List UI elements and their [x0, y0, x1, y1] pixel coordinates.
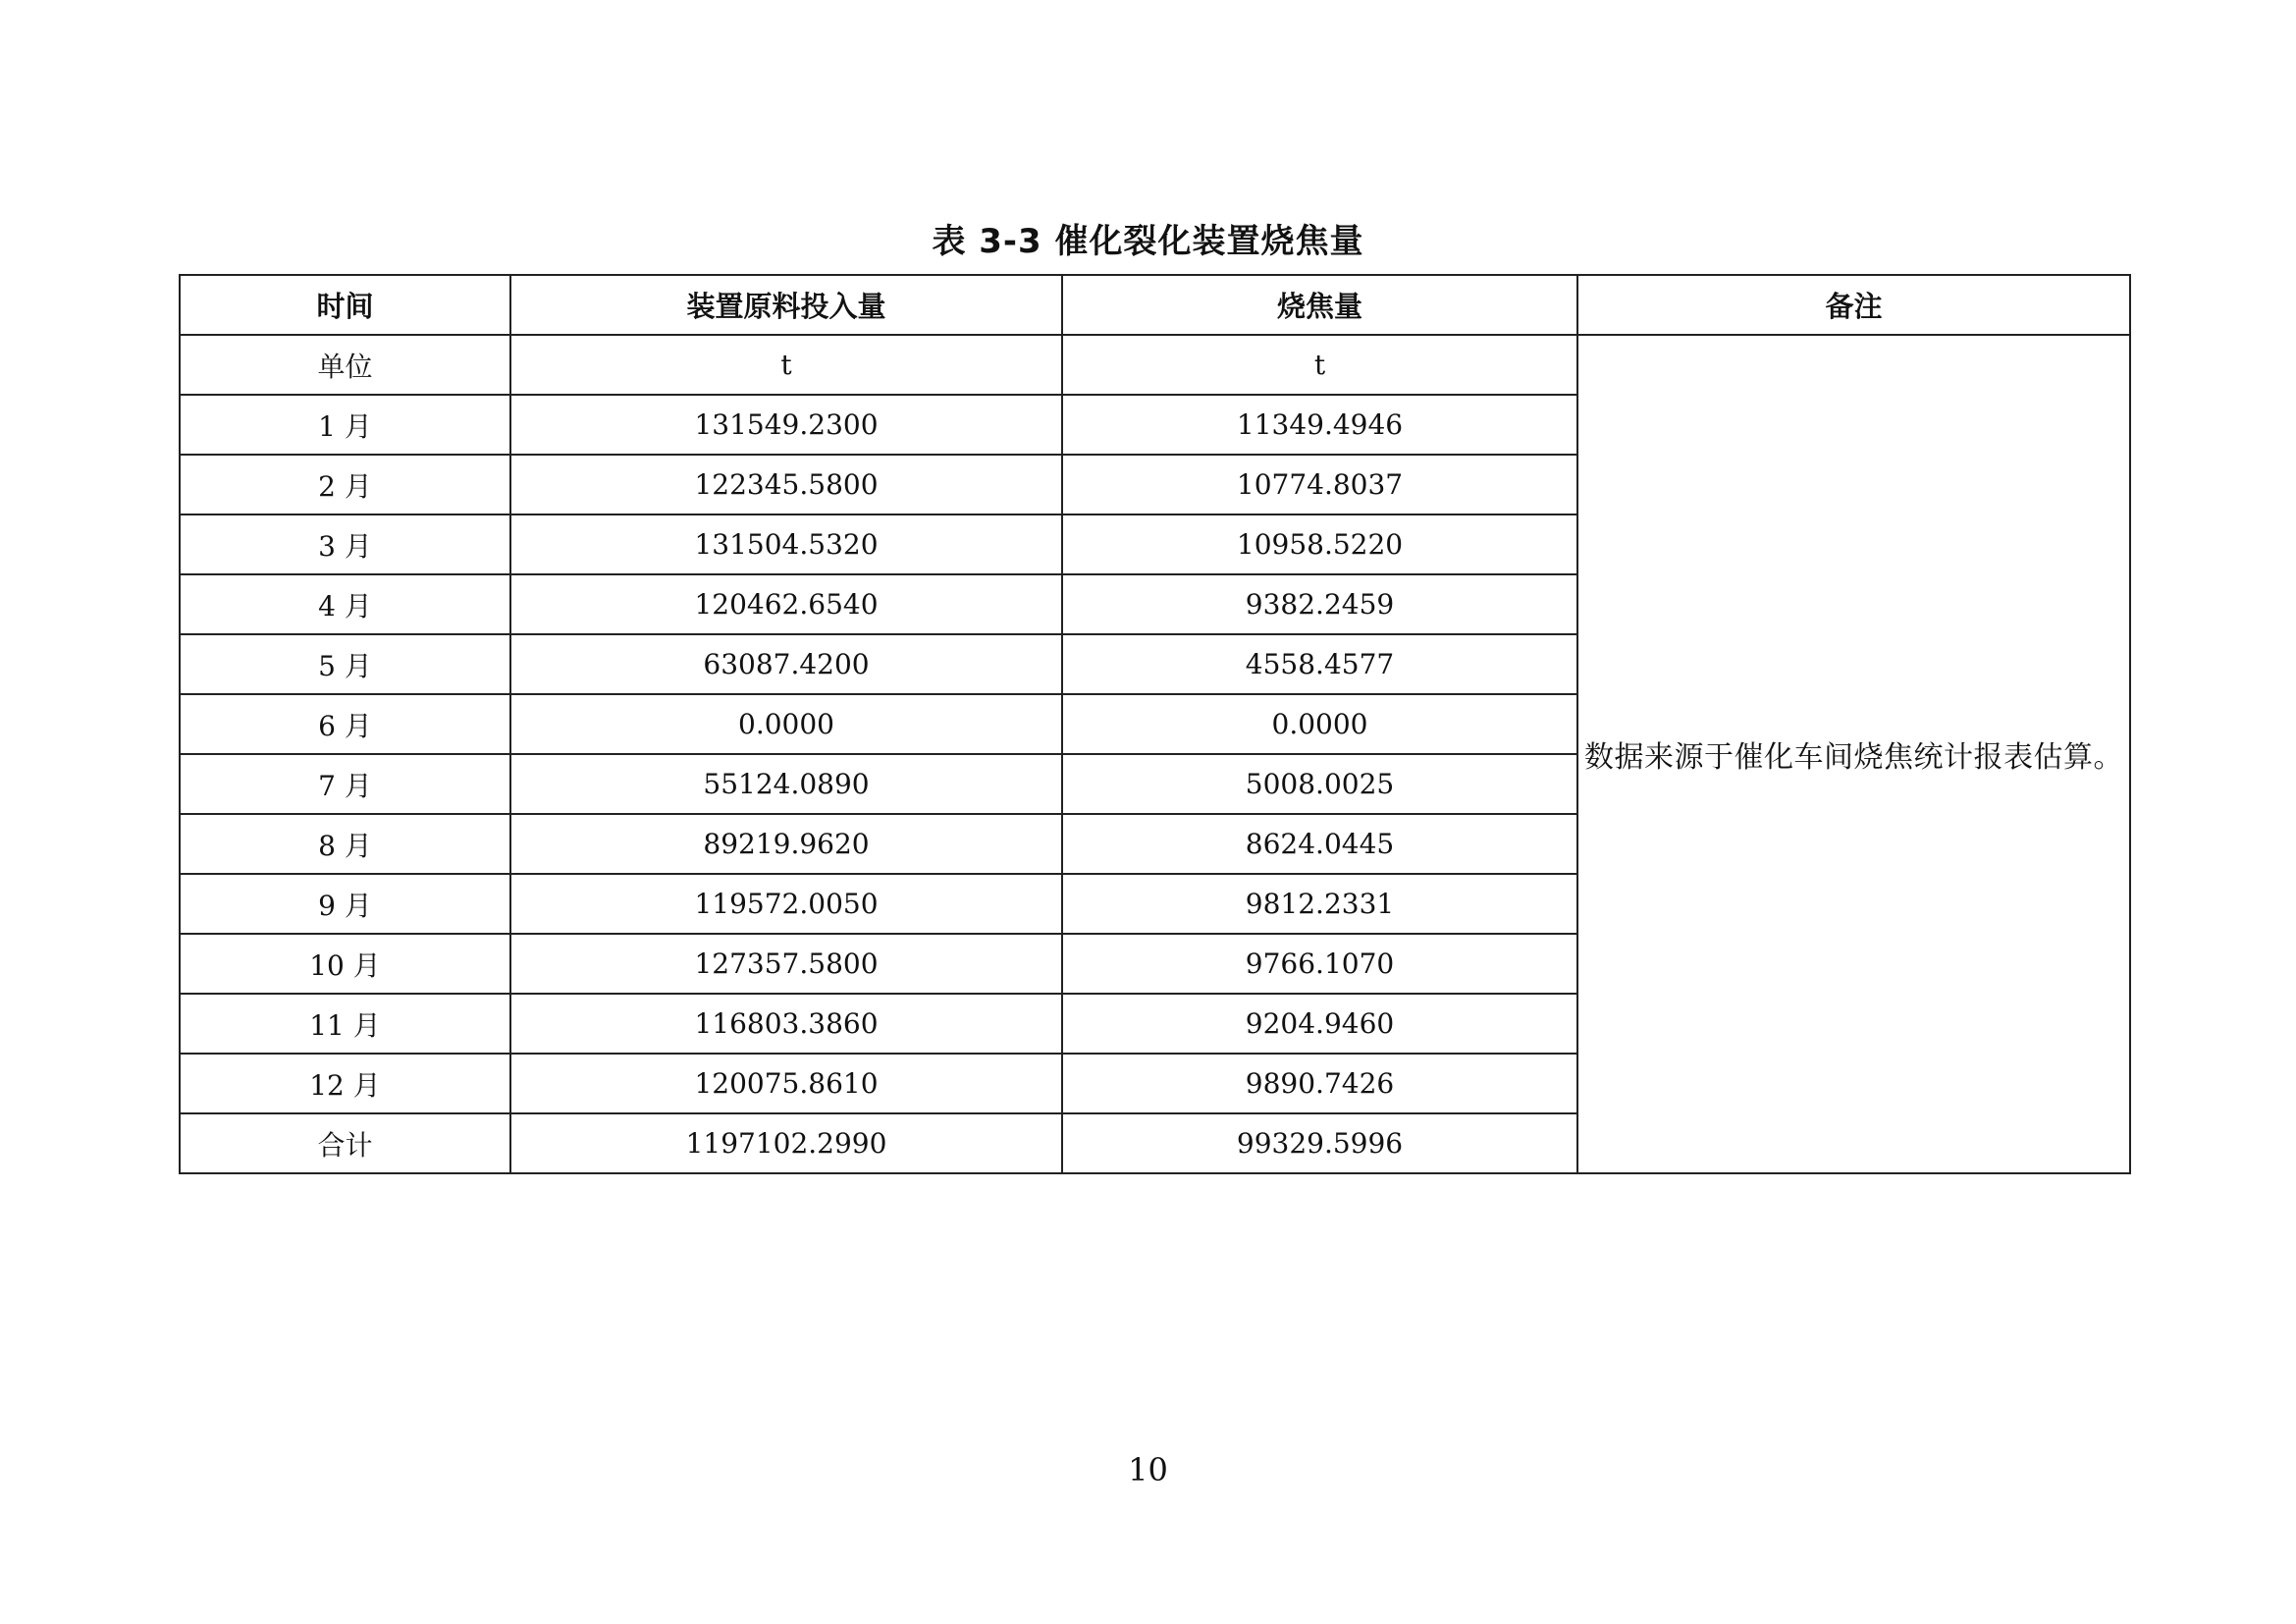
- month-cell: 12 月: [180, 1054, 510, 1113]
- coke-cell: 11349.4946: [1062, 395, 1577, 455]
- feed-cell: 119572.0050: [510, 874, 1062, 934]
- month-cell: 10 月: [180, 934, 510, 994]
- coke-cell: 0.0000: [1062, 694, 1577, 754]
- coke-cell: 99329.5996: [1062, 1113, 1577, 1173]
- feed-cell: 63087.4200: [510, 634, 1062, 694]
- month-cell: 5 月: [180, 634, 510, 694]
- coke-burning-table: [179, 274, 2131, 1174]
- coke-unit: t: [1062, 335, 1577, 395]
- remarks-note: 数据来源于催化车间烧焦统计报表估算。: [1577, 335, 2130, 1173]
- feed-cell: 131549.2300: [510, 395, 1062, 455]
- month-cell: 4 月: [180, 574, 510, 634]
- header-feed-input: 装置原料投入量: [510, 275, 1062, 335]
- feed-cell: 55124.0890: [510, 754, 1062, 814]
- header-time: 时间: [180, 275, 510, 335]
- feed-cell: 0.0000: [510, 694, 1062, 754]
- unit-row: [180, 335, 2130, 395]
- table-title: 表 3-3 催化裂化装置烧焦量: [932, 222, 1364, 261]
- coke-cell: 10774.8037: [1062, 455, 1577, 514]
- feed-unit: t: [510, 335, 1062, 395]
- table-body: [180, 335, 2130, 1173]
- month-cell: 1 月: [180, 395, 510, 455]
- coke-cell: 10958.5220: [1062, 514, 1577, 574]
- feed-cell: 116803.3860: [510, 994, 1062, 1054]
- feed-cell: 127357.5800: [510, 934, 1062, 994]
- month-cell: 11 月: [180, 994, 510, 1054]
- feed-cell: 1197102.2990: [510, 1113, 1062, 1173]
- coke-cell: 4558.4577: [1062, 634, 1577, 694]
- month-cell: 7 月: [180, 754, 510, 814]
- header-remarks: 备注: [1577, 275, 2130, 335]
- month-cell: 9 月: [180, 874, 510, 934]
- unit-label: 单位: [180, 335, 510, 395]
- month-cell: 2 月: [180, 455, 510, 514]
- coke-cell: 5008.0025: [1062, 754, 1577, 814]
- coke-cell: 9382.2459: [1062, 574, 1577, 634]
- month-cell: 合计: [180, 1113, 510, 1173]
- month-cell: 6 月: [180, 694, 510, 754]
- feed-cell: 131504.5320: [510, 514, 1062, 574]
- month-cell: 8 月: [180, 814, 510, 874]
- feed-cell: 120075.8610: [510, 1054, 1062, 1113]
- page-number: 10: [1128, 1451, 1168, 1489]
- feed-cell: 89219.9620: [510, 814, 1062, 874]
- coke-cell: 9812.2331: [1062, 874, 1577, 934]
- feed-cell: 122345.5800: [510, 455, 1062, 514]
- header-coke-amount: 烧焦量: [1062, 275, 1577, 335]
- feed-cell: 120462.6540: [510, 574, 1062, 634]
- coke-cell: 9766.1070: [1062, 934, 1577, 994]
- coke-cell: 9890.7426: [1062, 1054, 1577, 1113]
- coke-cell: 8624.0445: [1062, 814, 1577, 874]
- header-row: [180, 275, 2130, 335]
- coke-cell: 9204.9460: [1062, 994, 1577, 1054]
- month-cell: 3 月: [180, 514, 510, 574]
